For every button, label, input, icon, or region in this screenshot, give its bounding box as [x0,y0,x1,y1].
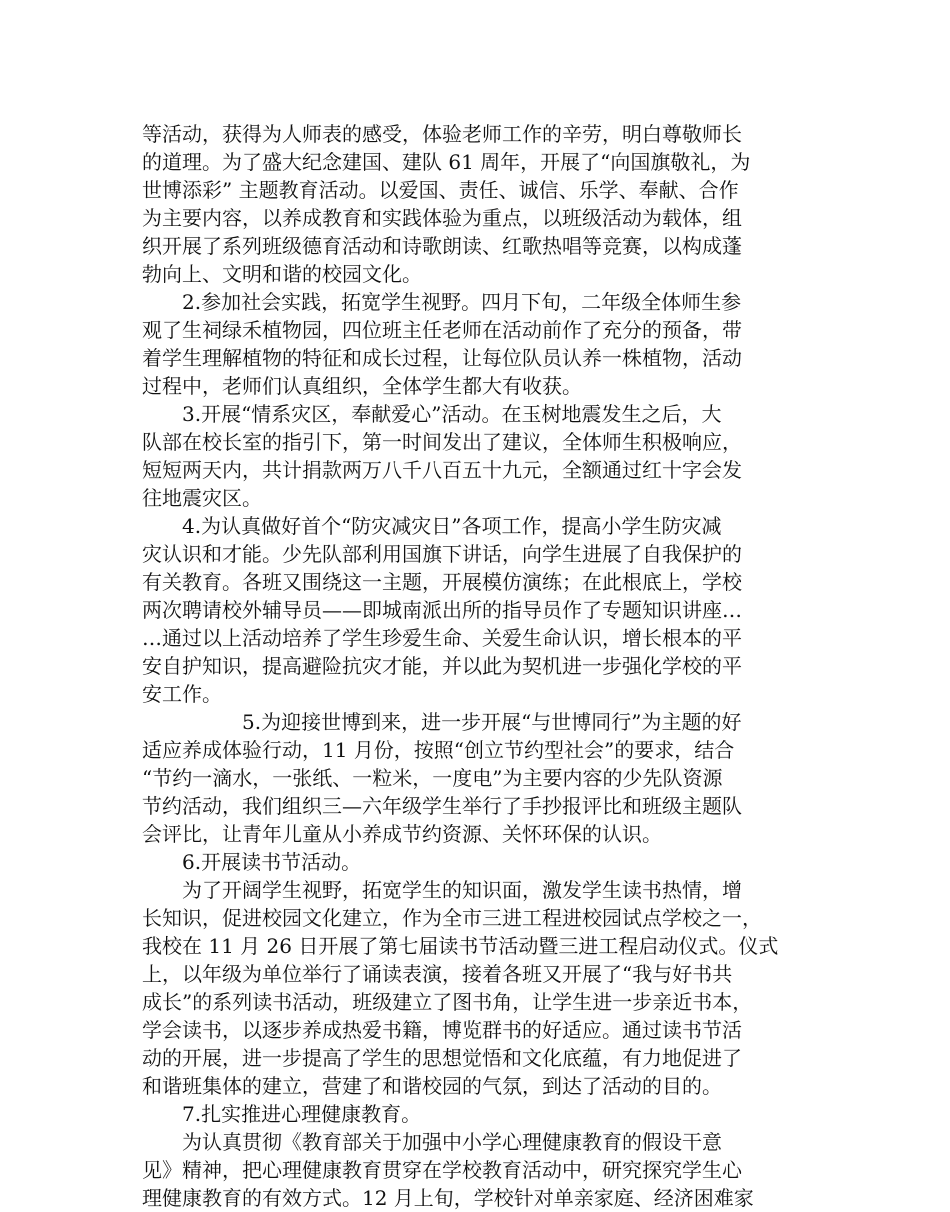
text-line: 为认真贯彻《教育部关于加强中小学心理健康教育的假设干意 [182,1130,722,1154]
text-line: 灾认识和才能。少先队部利用国旗下讲话，向学生进展了自我保护的 [142,542,742,566]
text-line: 等活动，获得为人师表的感受，体验老师工作的辛劳，明白尊敬师长 [142,122,742,146]
text-line: 队部在校长室的指引下，第一时间发出了建议，全体师生积极响应， [142,430,742,454]
text-line: 为主要内容，以养成教育和实践体验为重点，以班级活动为载体，组 [142,206,742,230]
text-line: 安自护知识，提高避险抗灾才能，并以此为契机进一步强化学校的平 [142,654,742,678]
text-line: 和谐班集体的建立，营建了和谐校园的气氛，到达了活动的目的。 [142,1074,722,1098]
text-line: …通过以上活动培养了学生珍爱生命、关爱生命认识，增长根本的平 [142,626,742,650]
section-heading-line: 5.为迎接世博到来，进一步开展“与世博同行”为主题的好 [242,710,742,734]
text-line: 织开展了系列班级德育活动和诗歌朗读、红歌热唱等竞赛，以构成蓬 [142,234,742,258]
text-line: 着学生理解植物的特征和成长过程，让每位队员认养一株植物，活动 [142,346,742,370]
text-line: 我校在 11 月 26 日开展了第七届读书节活动暨三进工程启动仪式。仪式 [142,934,779,958]
text-line: 两次聘请校外辅导员——即城南派出所的指导员作了专题知识讲座… [142,598,742,622]
text-line: 长知识，促进校园文化建立，作为全市三进工程进校园试点学校之一， [142,906,762,930]
text-line: 的道理。为了盛大纪念建国、建队 61 周年，开展了“向国旗敬礼，为 [142,150,751,174]
section-heading-line: 2.参加社会实践，拓宽学生视野。四月下旬，二年级全体师生参 [182,290,742,314]
text-line: 见》精神，把心理健康教育贯穿在学校教育活动中，研究探究学生心 [142,1158,742,1182]
text-line: 理健康教育的有效方式。12 月上旬，学校针对单亲家庭、经济困难家 [142,1186,754,1210]
section-heading-line: 4.为认真做好首个“防灾减灾日”各项工作，提高小学生防灾减 [182,514,722,538]
text-line: 有关教育。各班又围绕这一主题，开展模仿演练；在此根底上，学校 [142,570,742,594]
section-heading-line: 7.扎实推进心理健康教育。 [182,1102,422,1126]
text-line: 上，以年级为单位举行了诵读表演，接着各班又开展了“我与好书共 [142,962,733,986]
document-body [142,120,812,1212]
text-line: “节约一滴水，一张纸、一粒米，一度电”为主要内容的少先队资源 [142,766,723,790]
text-line: 学会读书，以逐步养成热爱书籍，博览群书的好适应。通过读书节活 [142,1018,742,1042]
section-heading-line: 3.开展“情系灾区，奉献爱心”活动。在玉树地震发生之后，大 [182,402,722,426]
text-line: 短短两天内，共计捐款两万八千八百五十九元，全额通过红十字会发 [142,458,742,482]
text-line: 成长”的系列读书活动，班级建立了图书角，让学生进一步亲近书本， [142,990,753,1014]
text-line: 适应养成体验行动，11 月份，按照“创立节约型社会”的要求，结合 [142,738,735,762]
text-line: 动的开展，进一步提高了学生的思想觉悟和文化底蕴，有力地促进了 [142,1046,742,1070]
text-line: 为了开阔学生视野，拓宽学生的知识面，激发学生读书热情，增 [182,878,742,902]
text-line: 安工作。 [142,682,222,706]
text-line: 过程中，老师们认真组织，全体学生都大有收获。 [142,374,582,398]
section-heading-line: 6.开展读书节活动。 [182,850,362,874]
text-line: 会评比，让青年儿童从小养成节约资源、关怀环保的认识。 [142,822,662,846]
text-line: 勃向上、文明和谐的校园文化。 [142,262,422,286]
text-line: 节约活动，我们组织三—六年级学生举行了手抄报评比和班级主题队 [142,794,742,818]
text-line: 观了生祠绿禾植物园，四位班主任老师在活动前作了充分的预备，带 [142,318,742,342]
text-line: 世博添彩” 主题教育活动。以爱国、责任、诚信、乐学、奉献、合作 [142,178,739,202]
text-line: 往地震灾区。 [142,486,262,510]
